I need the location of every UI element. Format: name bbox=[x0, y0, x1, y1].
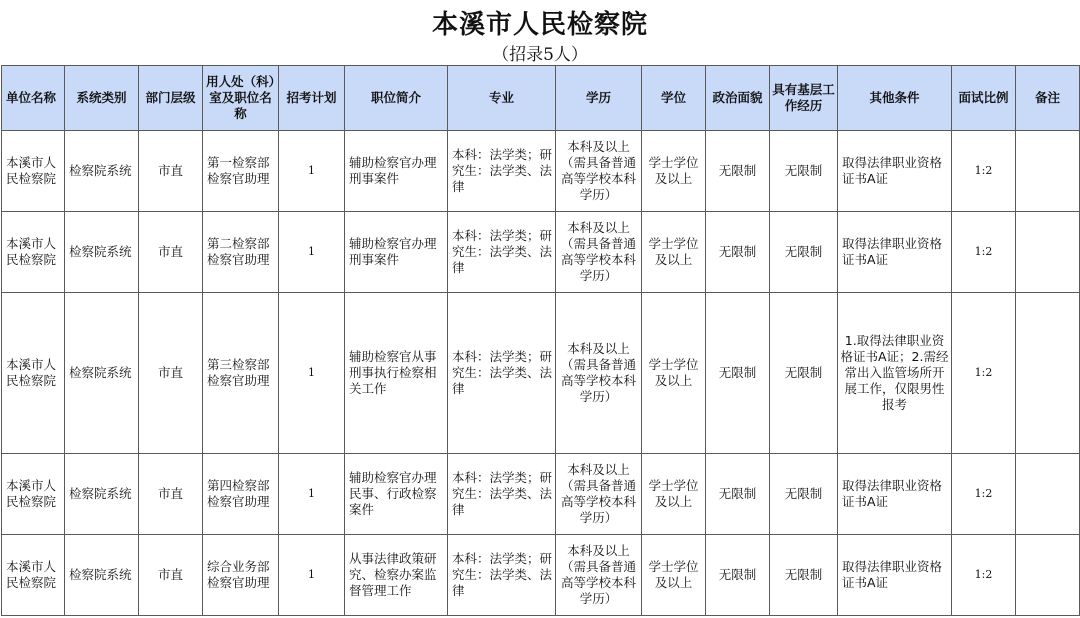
page-subtitle: （招录5人） bbox=[492, 45, 588, 65]
cell-position-description: 辅助检察官办理民事、行政检察案件 bbox=[345, 454, 448, 535]
cell-recruitment-plan: 1 bbox=[279, 212, 345, 293]
cell-grassroots-experience: 无限制 bbox=[770, 212, 838, 293]
cell-position-description: 从事法律政策研究、检察办案监督管理工作 bbox=[345, 535, 448, 616]
cell-unit-name: 本溪市人民检察院 bbox=[2, 293, 65, 454]
header-degree: 学位 bbox=[642, 66, 706, 131]
cell-position-description: 辅助检察官从事刑事执行检察相关工作 bbox=[345, 293, 448, 454]
cell-system-category: 检察院系统 bbox=[65, 293, 139, 454]
table-row bbox=[2, 293, 1080, 454]
cell-position-name: 第四检察部检察官助理 bbox=[203, 454, 279, 535]
cell-education: 本科及以上（需具备普通高等学校本科学历） bbox=[556, 293, 642, 454]
table-row bbox=[2, 212, 1080, 293]
header-row bbox=[2, 66, 1080, 131]
cell-other-conditions: 1.取得法律职业资格证书A证；2.需经常出入监管场所开展工作，仅限男性报考 bbox=[838, 293, 952, 454]
page-title: 本溪市人民检察院 bbox=[431, 10, 648, 40]
header-other-conditions: 其他条件 bbox=[838, 66, 952, 131]
cell-political-status: 无限制 bbox=[706, 212, 770, 293]
cell-major: 本科：法学类；研究生：法学类、法律 bbox=[448, 454, 556, 535]
cell-system-category: 检察院系统 bbox=[65, 454, 139, 535]
cell-degree: 学士学位及以上 bbox=[642, 212, 706, 293]
cell-degree: 学士学位及以上 bbox=[642, 535, 706, 616]
cell-system-category: 检察院系统 bbox=[65, 535, 139, 616]
cell-education: 本科及以上（需具备普通高等学校本科学历） bbox=[556, 131, 642, 212]
cell-grassroots-experience: 无限制 bbox=[770, 535, 838, 616]
cell-grassroots-experience: 无限制 bbox=[770, 131, 838, 212]
cell-unit-name: 本溪市人民检察院 bbox=[2, 131, 65, 212]
cell-political-status: 无限制 bbox=[706, 454, 770, 535]
cell-education: 本科及以上（需具备普通高等学校本科学历） bbox=[556, 212, 642, 293]
cell-education: 本科及以上（需具备普通高等学校本科学历） bbox=[556, 454, 642, 535]
cell-degree: 学士学位及以上 bbox=[642, 131, 706, 212]
header-recruitment-plan: 招考计划 bbox=[279, 66, 345, 131]
cell-political-status: 无限制 bbox=[706, 131, 770, 212]
cell-other-conditions: 取得法律职业资格证书A证 bbox=[838, 131, 952, 212]
header-major: 专业 bbox=[448, 66, 556, 131]
cell-major: 本科：法学类；研究生：法学类、法律 bbox=[448, 131, 556, 212]
header-position-description: 职位简介 bbox=[345, 66, 448, 131]
cell-degree: 学士学位及以上 bbox=[642, 293, 706, 454]
cell-unit-name: 本溪市人民检察院 bbox=[2, 535, 65, 616]
header-political-status: 政治面貌 bbox=[706, 66, 770, 131]
cell-other-conditions: 取得法律职业资格证书A证 bbox=[838, 454, 952, 535]
cell-remarks bbox=[1016, 454, 1080, 535]
cell-major: 本科：法学类；研究生：法学类、法律 bbox=[448, 293, 556, 454]
table-row bbox=[2, 454, 1080, 535]
cell-degree: 学士学位及以上 bbox=[642, 454, 706, 535]
cell-recruitment-plan: 1 bbox=[279, 131, 345, 212]
cell-unit-name: 本溪市人民检察院 bbox=[2, 454, 65, 535]
cell-system-category: 检察院系统 bbox=[65, 131, 139, 212]
cell-department-level: 市直 bbox=[139, 131, 203, 212]
header-grassroots-experience: 具有基层工作经历 bbox=[770, 66, 838, 131]
cell-position-description: 辅助检察官办理刑事案件 bbox=[345, 131, 448, 212]
cell-recruitment-plan: 1 bbox=[279, 293, 345, 454]
recruitment-table bbox=[1, 65, 1080, 616]
cell-political-status: 无限制 bbox=[706, 293, 770, 454]
header-unit-name: 单位名称 bbox=[2, 66, 65, 131]
header-education: 学历 bbox=[556, 66, 642, 131]
header-remarks: 备注 bbox=[1016, 66, 1080, 131]
header-system-category: 系统类别 bbox=[65, 66, 139, 131]
header-position-name: 用人处（科）室及职位名称 bbox=[203, 66, 279, 131]
cell-remarks bbox=[1016, 131, 1080, 212]
header-interview-ratio: 面试比例 bbox=[952, 66, 1016, 131]
cell-interview-ratio: 1:2 bbox=[952, 535, 1016, 616]
cell-grassroots-experience: 无限制 bbox=[770, 293, 838, 454]
cell-recruitment-plan: 1 bbox=[279, 454, 345, 535]
cell-political-status: 无限制 bbox=[706, 535, 770, 616]
cell-major: 本科：法学类；研究生：法学类、法律 bbox=[448, 212, 556, 293]
header-department-level: 部门层级 bbox=[139, 66, 203, 131]
cell-system-category: 检察院系统 bbox=[65, 212, 139, 293]
cell-department-level: 市直 bbox=[139, 535, 203, 616]
table-row bbox=[2, 535, 1080, 616]
cell-unit-name: 本溪市人民检察院 bbox=[2, 212, 65, 293]
cell-department-level: 市直 bbox=[139, 212, 203, 293]
cell-recruitment-plan: 1 bbox=[279, 535, 345, 616]
table-row bbox=[2, 131, 1080, 212]
cell-remarks bbox=[1016, 212, 1080, 293]
cell-position-name: 第一检察部检察官助理 bbox=[203, 131, 279, 212]
cell-interview-ratio: 1:2 bbox=[952, 212, 1016, 293]
cell-other-conditions: 取得法律职业资格证书A证 bbox=[838, 212, 952, 293]
cell-other-conditions: 取得法律职业资格证书A证 bbox=[838, 535, 952, 616]
cell-remarks bbox=[1016, 535, 1080, 616]
cell-interview-ratio: 1:2 bbox=[952, 131, 1016, 212]
cell-department-level: 市直 bbox=[139, 454, 203, 535]
cell-department-level: 市直 bbox=[139, 293, 203, 454]
cell-interview-ratio: 1:2 bbox=[952, 454, 1016, 535]
cell-interview-ratio: 1:2 bbox=[952, 293, 1016, 454]
cell-education: 本科及以上（需具备普通高等学校本科学历） bbox=[556, 535, 642, 616]
cell-grassroots-experience: 无限制 bbox=[770, 454, 838, 535]
cell-position-name: 综合业务部检察官助理 bbox=[203, 535, 279, 616]
cell-major: 本科：法学类；研究生：法学类、法律 bbox=[448, 535, 556, 616]
cell-position-name: 第三检察部检察官助理 bbox=[203, 293, 279, 454]
cell-position-description: 辅助检察官办理刑事案件 bbox=[345, 212, 448, 293]
cell-position-name: 第二检察部检察官助理 bbox=[203, 212, 279, 293]
cell-remarks bbox=[1016, 293, 1080, 454]
